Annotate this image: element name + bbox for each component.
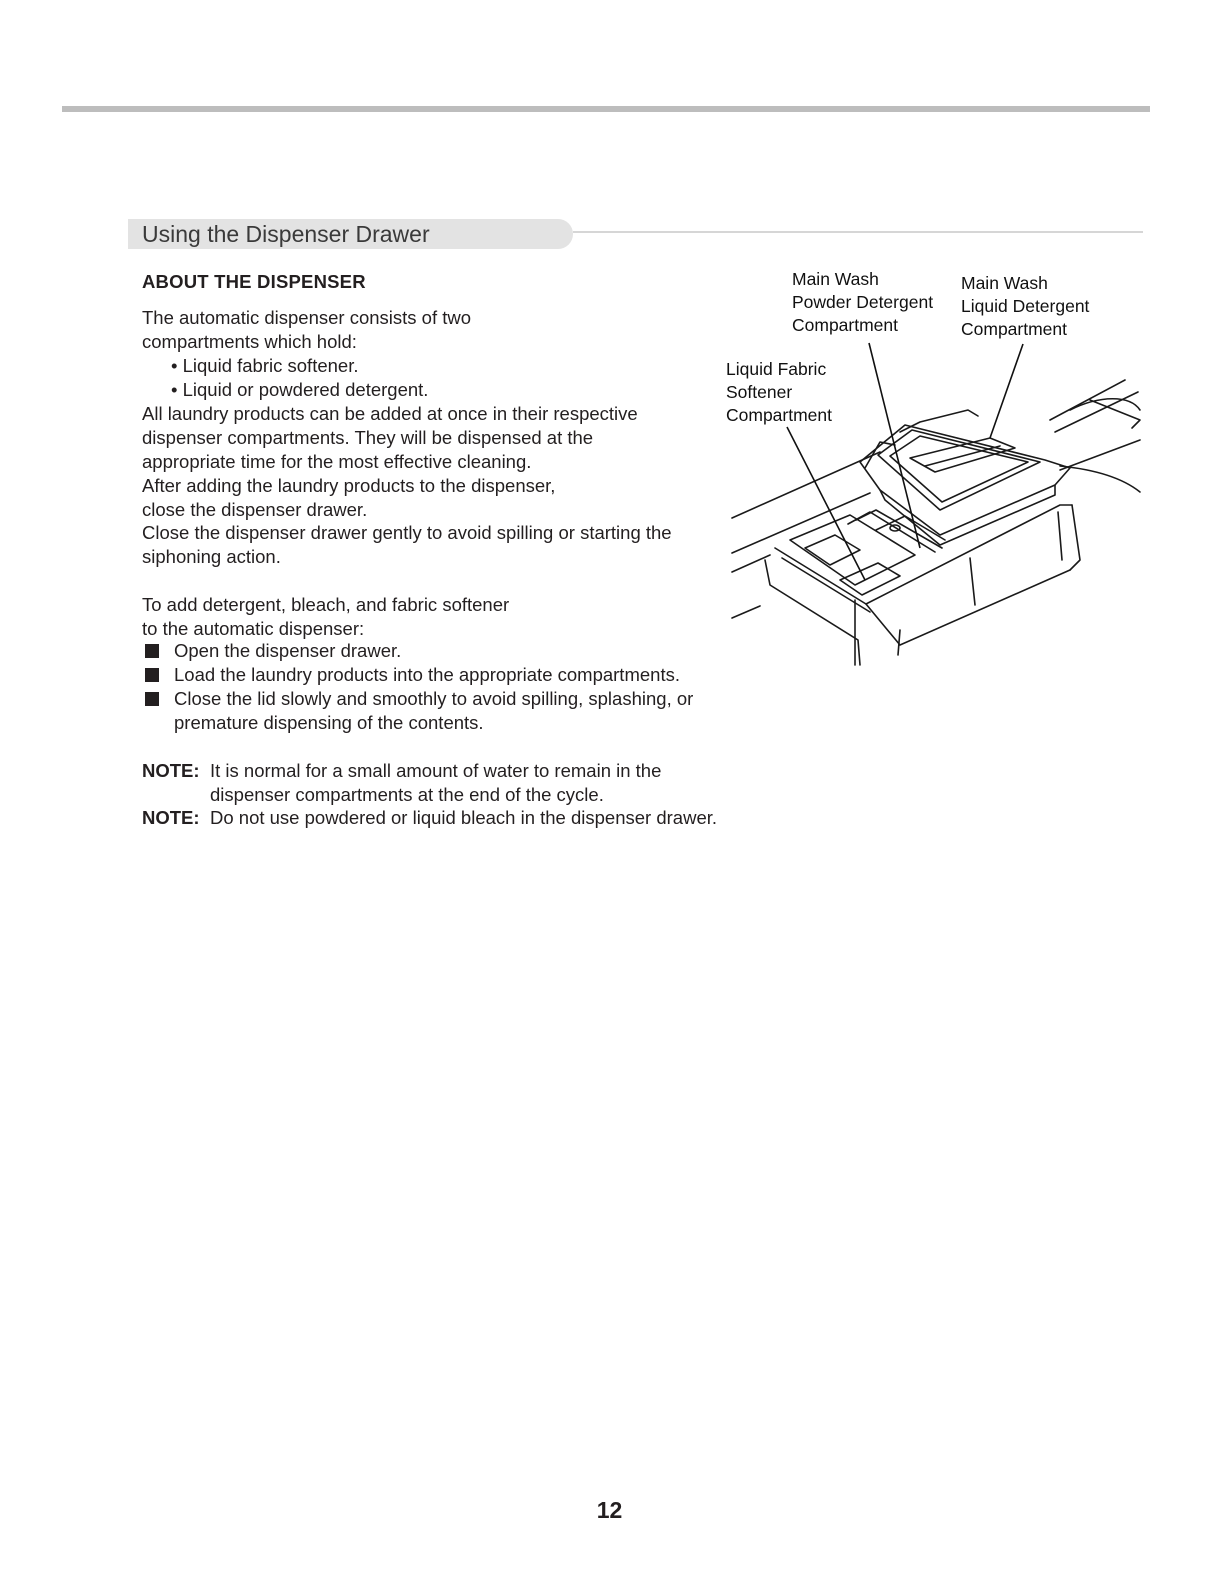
note-text: It is normal for a small amount of water to remain in the [210, 760, 662, 781]
about-line: close the dispenser drawer. [142, 499, 368, 520]
callout-line: Compartment [961, 319, 1068, 339]
callout-line: Liquid Fabric [726, 359, 827, 379]
about-line: siphoning action. [142, 546, 281, 567]
callout-liquid-detergent [961, 272, 1089, 341]
note-label: NOTE: [142, 760, 200, 781]
about-line: compartments which hold: [142, 331, 357, 352]
about-line: dispenser compartments. They will be dispensed at the [142, 427, 594, 448]
note-text: Do not use powdered or liquid bleach in the dispenser drawer. [210, 807, 718, 828]
step-item: Load the laundry products into the appropriate compartments. [174, 664, 680, 685]
note-label: NOTE: [142, 807, 200, 828]
page-number: 12 [596, 1497, 623, 1523]
about-line: The automatic dispenser consists of two [142, 307, 472, 328]
about-line: After adding the laundry products to the dispenser, [142, 475, 556, 496]
callout-powder-detergent [792, 268, 933, 337]
about-list-item: • Liquid fabric softener. [171, 355, 359, 376]
step-item: Open the dispenser drawer. [174, 640, 402, 661]
step-item-continued: premature dispensing of the contents. [174, 712, 484, 733]
about-line: Close the dispenser drawer gently to avoid spilling or starting the [142, 522, 672, 543]
callout-fabric-softener [726, 358, 832, 427]
about-list-item: • Liquid or powdered detergent. [171, 379, 429, 400]
note-text: dispenser compartments at the end of the cycle. [210, 784, 604, 805]
callout-line: Main Wash [961, 273, 1048, 293]
about-heading: ABOUT THE DISPENSER [142, 271, 366, 292]
about-line: appropriate time for the most effective cleaning. [142, 451, 532, 472]
callout-line: Main Wash [792, 269, 879, 289]
add-intro-line: To add detergent, bleach, and fabric softener [142, 594, 510, 615]
callout-line: Powder Detergent [792, 292, 934, 312]
callout-line: Softener [726, 382, 793, 402]
about-line: All laundry products can be added at once in their respective [142, 403, 638, 424]
callout-line: Liquid Detergent [961, 296, 1090, 316]
step-item: Close the lid slowly and smoothly to avoid spilling, splashing, or [174, 688, 694, 709]
callout-line: Compartment [792, 315, 899, 335]
callout-line: Compartment [726, 405, 833, 425]
add-intro-line: to the automatic dispenser: [142, 618, 365, 639]
section-title: Using the Dispenser Drawer [142, 221, 430, 247]
